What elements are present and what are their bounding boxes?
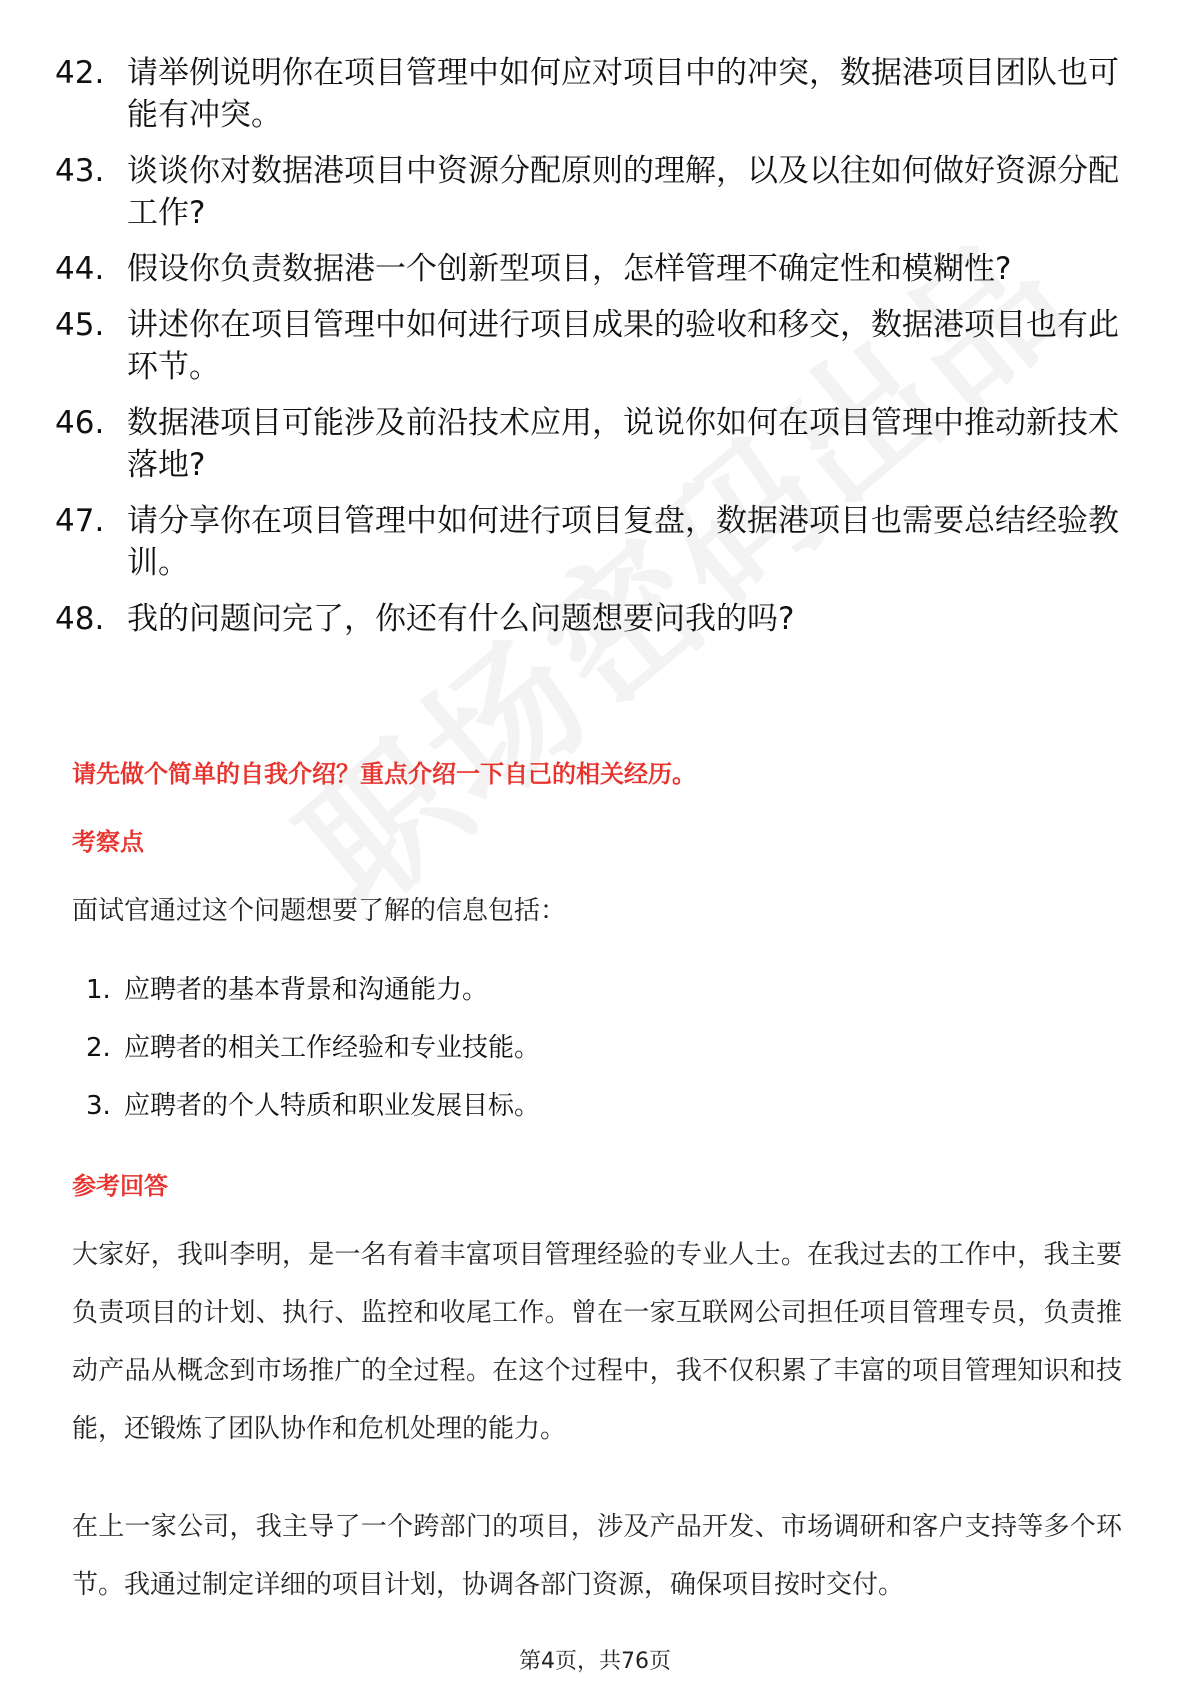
answer-paragraph: 大家好，我叫李明，是一名有着丰富项目管理经验的专业人士。在我过去的工作中，我主要负责项目的计划、执行、监控和收尾工作。曾在一家互联网公司担任项目管理专员，负责推动产品从概念到市场推广的全过程。在这个过程中，我不仅积累了丰富的项目管理知识和技能，还锻炼了团队协作和危机处理的能力。: [72, 1240, 1122, 1444]
focus-point-text: 应聘者的相关工作经验和专业技能。: [124, 1033, 541, 1063]
question-item: [55, 52, 1135, 136]
question-number: 45.: [55, 307, 105, 343]
focus-point-number: 3.: [86, 1091, 111, 1121]
question-text: 请分享你在项目管理中如何进行项目复盘，数据港项目也需要总结经验教训。: [127, 503, 1119, 581]
question-text: 数据港项目可能涉及前沿技术应用，说说你如何在项目管理中推动新技术落地?: [127, 405, 1119, 483]
question-number: 47.: [55, 503, 105, 539]
focus-label: 考察点: [72, 828, 144, 856]
focus-point: [86, 972, 540, 1008]
section-title: 请先做个简单的自我介绍？重点介绍一下自己的相关经历。: [72, 760, 696, 788]
answer-label: 参考回答: [72, 1172, 168, 1200]
question-number: 46.: [55, 405, 105, 441]
question-item: [55, 598, 1135, 640]
question-number: 44.: [55, 251, 105, 287]
focus-points-list: [86, 972, 540, 1146]
question-text: 谈谈你对数据港项目中资源分配原则的理解，以及以往如何做好资源分配工作?: [127, 153, 1119, 231]
focus-intro: 面试官通过这个问题想要了解的信息包括：: [72, 896, 567, 926]
question-number: 48.: [55, 601, 105, 637]
question-number: 42.: [55, 55, 105, 91]
question-item: [55, 500, 1135, 584]
focus-point-number: 1.: [86, 975, 111, 1005]
focus-point: [86, 1088, 540, 1124]
question-item: [55, 402, 1135, 486]
answer-paragraph: 在上一家公司，我主导了一个跨部门的项目，涉及产品开发、市场调研和客户支持等多个环节。我通过制定详细的项目计划，协调各部门资源，确保项目按时交付。: [72, 1512, 1122, 1600]
question-item: [55, 150, 1135, 234]
focus-point-text: 应聘者的基本背景和沟通能力。: [124, 975, 489, 1005]
question-text: 假设你负责数据港一个创新型项目，怎样管理不确定性和模糊性?: [127, 251, 1012, 287]
focus-point-number: 2.: [86, 1033, 111, 1063]
focus-point: [86, 1030, 540, 1066]
question-text: 我的问题问完了，你还有什么问题想要问我的吗?: [127, 601, 795, 637]
question-number: 43.: [55, 153, 105, 189]
question-text: 请举例说明你在项目管理中如何应对项目中的冲突，数据港项目团队也可能有冲突。: [127, 55, 1119, 133]
question-item: [55, 304, 1135, 388]
question-list: [55, 52, 1135, 654]
focus-point-text: 应聘者的个人特质和职业发展目标。: [124, 1091, 541, 1121]
page-footer: 第4页，共76页: [519, 1649, 671, 1674]
question-item: [55, 248, 1135, 290]
question-text: 讲述你在项目管理中如何进行项目成果的验收和移交，数据港项目也有此环节。: [127, 307, 1119, 385]
